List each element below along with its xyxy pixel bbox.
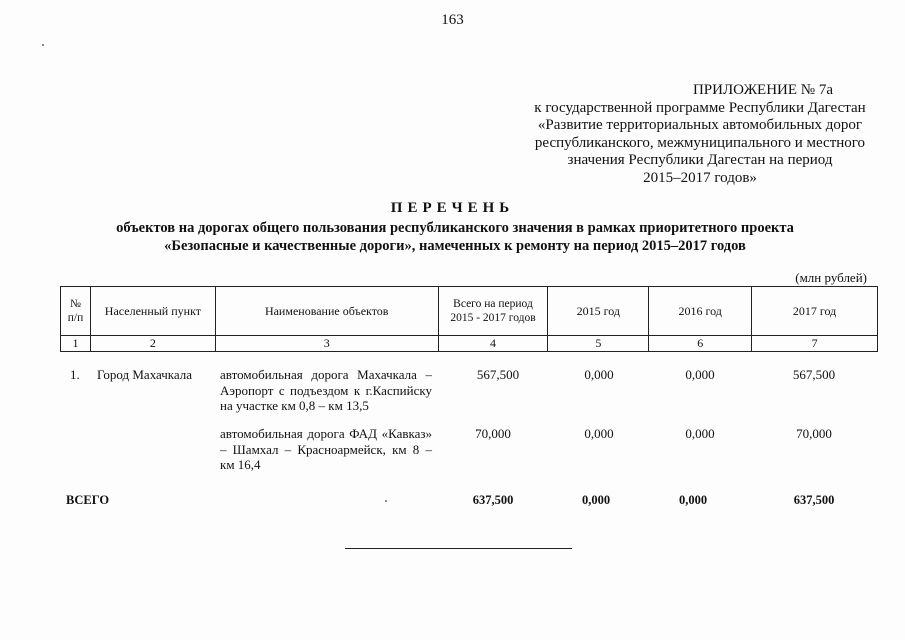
column-number: 5 — [548, 336, 649, 352]
page-number: 163 — [441, 12, 464, 28]
column-number: 6 — [649, 336, 752, 352]
totals-2017: 637,500 — [793, 493, 835, 507]
totals-total: 637,500 — [472, 493, 514, 507]
table-row-1-2017: 567,500 — [792, 367, 836, 382]
appendix-title: ПРИЛОЖЕНИЕ № 7а — [692, 82, 833, 98]
table-row-2-object: автомобильная дорога ФАД «Кавказ» – Шамхал – Красноармейск, км 8 – км 16,4 — [220, 426, 432, 472]
list-subtitle-line: «Безопасные и качественные дороги», намеченных к ремонту на период 2015–2017 годов — [164, 238, 746, 254]
column-number: 7 — [752, 336, 878, 352]
column-number: 2 — [90, 336, 215, 352]
table-row-1-2015: 0,000 — [584, 367, 614, 382]
totals-2015: 0,000 — [581, 493, 611, 507]
column-header-object: Наименование объектов — [215, 287, 438, 336]
table-row-2-2015: 0,000 — [584, 426, 614, 441]
scan-speck — [42, 44, 44, 46]
appendix-line: республиканского, межмуниципального и местного — [534, 134, 866, 151]
table-row-1-number: 1. — [70, 367, 80, 382]
table-row-1-settlement: Город Махачкала — [97, 367, 193, 382]
units-label: (млн рублей) — [795, 270, 867, 285]
table-row-2-2016: 0,000 — [685, 426, 715, 441]
column-number: 1 — [61, 336, 91, 352]
column-header-2015: 2015 год — [548, 287, 649, 336]
column-header-2016: 2016 год — [649, 287, 752, 336]
appendix-line: «Развитие территориальных автомобильных дорог — [537, 117, 863, 133]
totals-label: ВСЕГО — [66, 493, 110, 507]
appendix-line: значения Республики Дагестан на период — [567, 152, 833, 168]
column-header-number: № п/п — [61, 287, 91, 336]
column-number: 4 — [438, 336, 548, 352]
list-subtitle-line: объектов на дорогах общего пользования республиканского значения в рамках приоритетного проекта — [116, 220, 794, 236]
table-row-2-2017: 70,000 — [796, 426, 832, 441]
table-row-2-total: 70,000 — [475, 426, 511, 441]
scan-speck — [385, 500, 387, 502]
column-header-settlement: Населенный пункт — [90, 287, 215, 336]
column-number: 3 — [215, 336, 438, 352]
appendix-line: 2015–2017 годов» — [643, 169, 757, 186]
appendix-line: к государственной программе Республики Дагестан — [534, 99, 866, 116]
column-header-total: Всего на период 2015 - 2017 годов — [438, 287, 548, 336]
table-row-1-2016: 0,000 — [685, 367, 715, 382]
footer-divider — [345, 548, 572, 549]
column-header-2017: 2017 год — [752, 287, 878, 336]
table-row-1-object: автомобильная дорога Махачкала – Аэропорт с подъездом к г.Каспийску на участке км 0,8 – км 13,5 — [220, 367, 432, 413]
totals-2016: 0,000 — [678, 493, 708, 507]
list-title: ПЕРЕЧЕНЬ — [390, 200, 515, 216]
table-row-1-total: 567,500 — [476, 367, 520, 382]
